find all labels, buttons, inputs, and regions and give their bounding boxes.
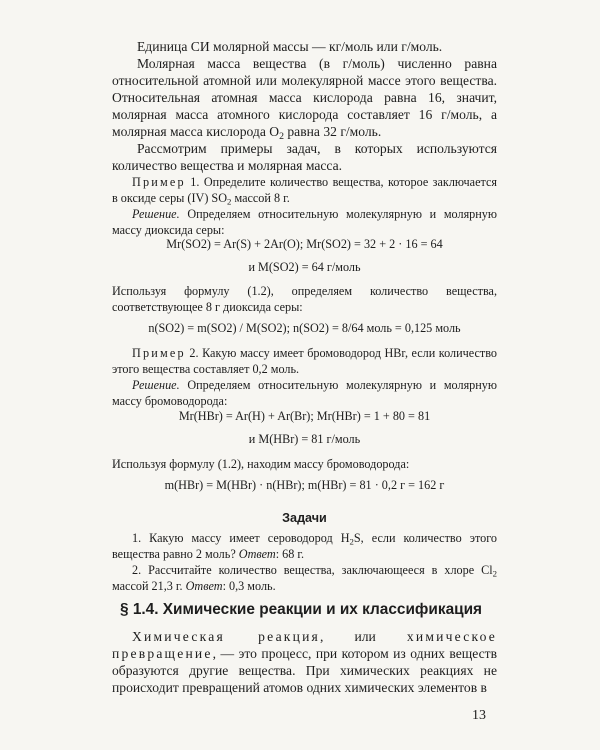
page-number: 13 [472, 708, 486, 723]
intro-paragraph-3: Рассмотрим примеры задач, в которых используются количество вещества и молярная масса. [112, 141, 497, 173]
example-2-formula-3: m(HBr) = M(HBr) · n(HBr); m(HBr) = 81 · 0,2 г = 162 г [164, 478, 445, 492]
task-2: 2. Рассчитайте количество вещества, заключающееся в хлоре $Cl_2$ массой 21,3 г. Ответ: 0,3 моль. [112, 563, 497, 593]
intro-paragraph-2: Молярная масса вещества (в г/моль) численно равна относительной атомной или молекулярной массе этого вещества. Относительная атомная масса кислорода равна 16, значит, молярная масса атомного кислорода составляет 16 г/моль, а молярная масса кислорода $O_2$ равна 32 г/моль. [112, 56, 497, 142]
example-2-formula-2: и M(HBr) = 81 г/моль [248, 432, 361, 446]
section-title: § 1.4. Химические реакции и их классификация [120, 601, 483, 618]
example-1-formula-3: n(SO2) = m(SO2) / M(SO2); n(SO2) = 8/64 моль = 0,125 моль [148, 321, 461, 335]
tasks-list [112, 530, 497, 594]
example-2-solution: Решение. Определяем относительную молекулярную и молярную массу бромоводорода: [112, 378, 497, 408]
example-2-formula-1: Mr(HBr) = Ar(H) + Ar(Br); Mr(HBr) = 1 + 80 = 81 [178, 409, 431, 423]
example-1-solution: Решение. Определяем относительную молекулярную и молярную массу диоксида серы: [112, 207, 497, 237]
tasks-heading: Задачи [282, 511, 327, 525]
section-text [112, 628, 497, 696]
section-paragraph: Химическая реакция, или химическое превращение, — это процесс, при котором из одних веществ образуются другие вещества. При химических реакциях не происходит превращений атомов одних химических элементов в [112, 629, 497, 695]
example-2-statement: Пример 2. Какую массу имеет бромоводород HBr, если количество этого вещества составляет 0,2 моль. [112, 346, 497, 376]
intro-text [112, 38, 497, 174]
example-2-using: Используя формулу (1.2), находим массу бромоводорода: [112, 457, 410, 471]
example-1 [112, 174, 497, 238]
example-1-using: Используя формулу (1.2), определяем количество вещества, соответствующее 8 г диоксида серы: [112, 284, 497, 314]
example-2 [112, 345, 497, 409]
intro-paragraph-1: Единица СИ молярной массы — кг/моль или г/моль. [137, 39, 443, 54]
example-1-formula-1: Mr(SO2) = Ar(S) + 2Ar(O); Mr(SO2) = 32 + 2 · 16 = 64 [166, 237, 443, 251]
example-1-statement: Пример 1. Определите количество вещества, которое заключается в оксиде серы (IV) $SO_2$ массой 8 г. [112, 175, 497, 207]
task-1: 1. Какую массу имеет сероводород $H_2S$, если количество этого вещества равно 2 моль? Ответ: 68 г. [112, 531, 497, 561]
example-1-formula-2: и M(SO2) = 64 г/моль [248, 260, 361, 274]
